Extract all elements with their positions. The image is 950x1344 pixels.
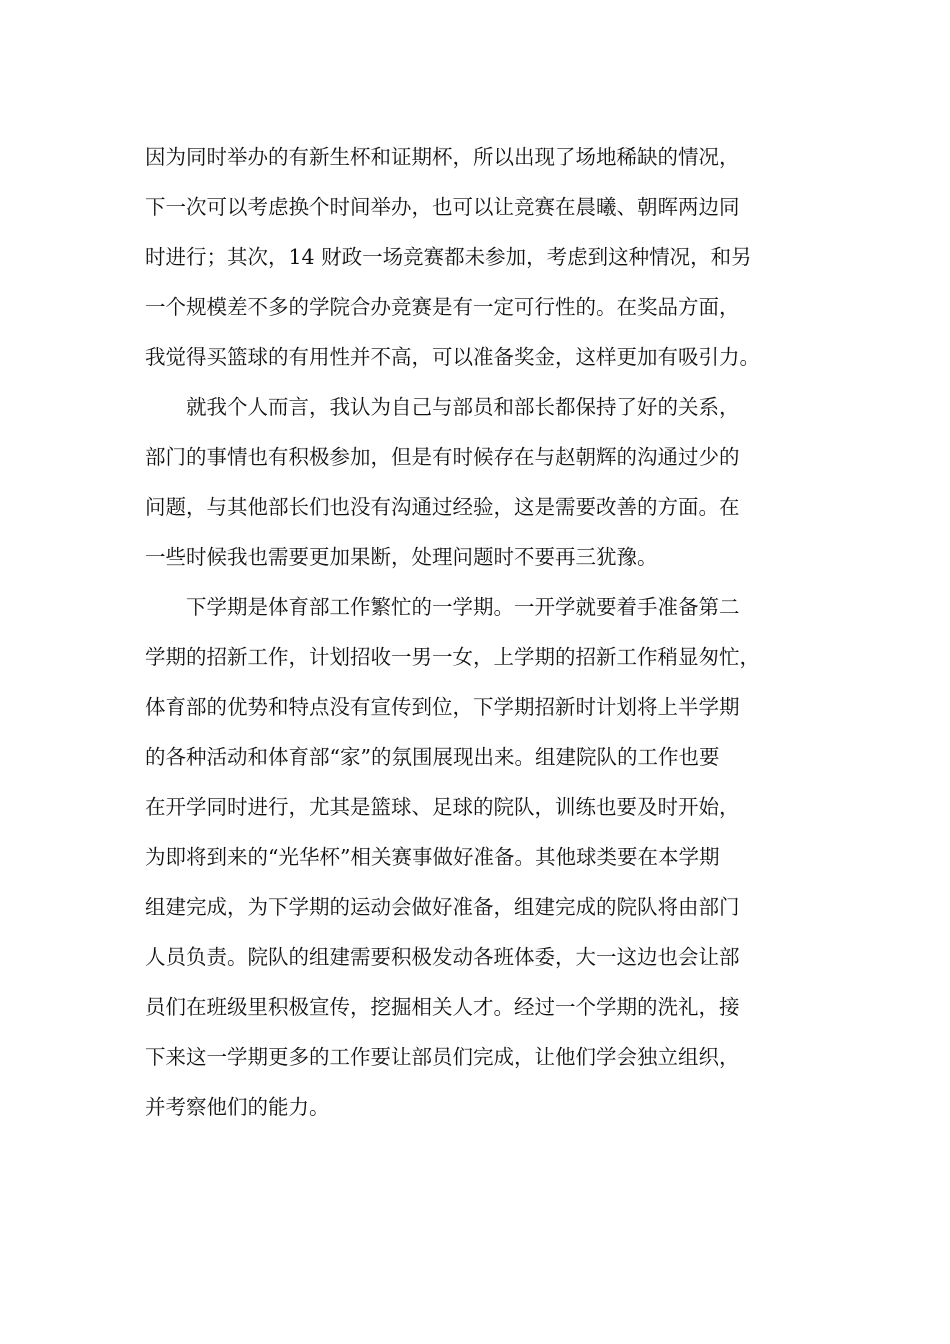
text-line: 的各种活动和体育部“家”的氛围展现出来。组建院队的工作也要: [145, 745, 720, 769]
document-body: [145, 132, 825, 1132]
paragraph-3: [145, 582, 825, 1132]
text-line: 一个规模差不多的学院合办竞赛是有一定可行性的。在奖品方面，: [145, 295, 740, 319]
paragraph-2: [145, 382, 825, 582]
text-line: 下来这一学期更多的工作要让部员们完成，让他们学会独立组织，: [145, 1045, 740, 1069]
text-line: 部门的事情也有积极参加，但是有时候存在与赵朝辉的沟通过少的: [145, 445, 740, 469]
text-line: 人员负责。院队的组建需要积极发动各班体委，大一这边也会让部: [145, 945, 740, 969]
text-line: 我觉得买篮球的有用性并不高，可以准备奖金，这样更加有吸引力。: [145, 345, 760, 369]
text-line: 一些时候我也需要更加果断，处理问题时不要再三犹豫。: [145, 545, 658, 569]
text-line: 员们在班级里积极宣传，挖掘相关人才。经过一个学期的洗礼，接: [145, 995, 740, 1019]
text-line: 在开学同时进行，尤其是篮球、足球的院队，训练也要及时开始，: [145, 795, 740, 819]
text-line: 时进行；其次，14 财政一场竞赛都未参加，考虑到这种情况，和另: [145, 245, 752, 269]
paragraph-1: [145, 132, 825, 382]
text-line: 并考察他们的能力。: [145, 1095, 330, 1119]
text-line: 为即将到来的“光华杯”相关赛事做好准备。其他球类要在本学期: [145, 845, 720, 869]
text-line: 问题，与其他部长们也没有沟通过经验，这是需要改善的方面。在: [145, 495, 740, 519]
text-line: 体育部的优势和特点没有宣传到位，下学期招新时计划将上半学期: [145, 695, 740, 719]
text-line: 学期的招新工作，计划招收一男一女，上学期的招新工作稍显匆忙，: [145, 645, 760, 669]
text-line: 因为同时举办的有新生杯和证期杯，所以出现了场地稀缺的情况，: [145, 145, 740, 169]
text-line: 组建完成，为下学期的运动会做好准备，组建完成的院队将由部门: [145, 895, 740, 919]
text-line: 就我个人而言，我认为自己与部员和部长都保持了好的关系，: [145, 395, 740, 419]
text-line: 下一次可以考虑换个时间举办，也可以让竞赛在晨曦、朝晖两边同: [145, 195, 740, 219]
text-line: 下学期是体育部工作繁忙的一学期。一开学就要着手准备第二: [145, 595, 740, 619]
